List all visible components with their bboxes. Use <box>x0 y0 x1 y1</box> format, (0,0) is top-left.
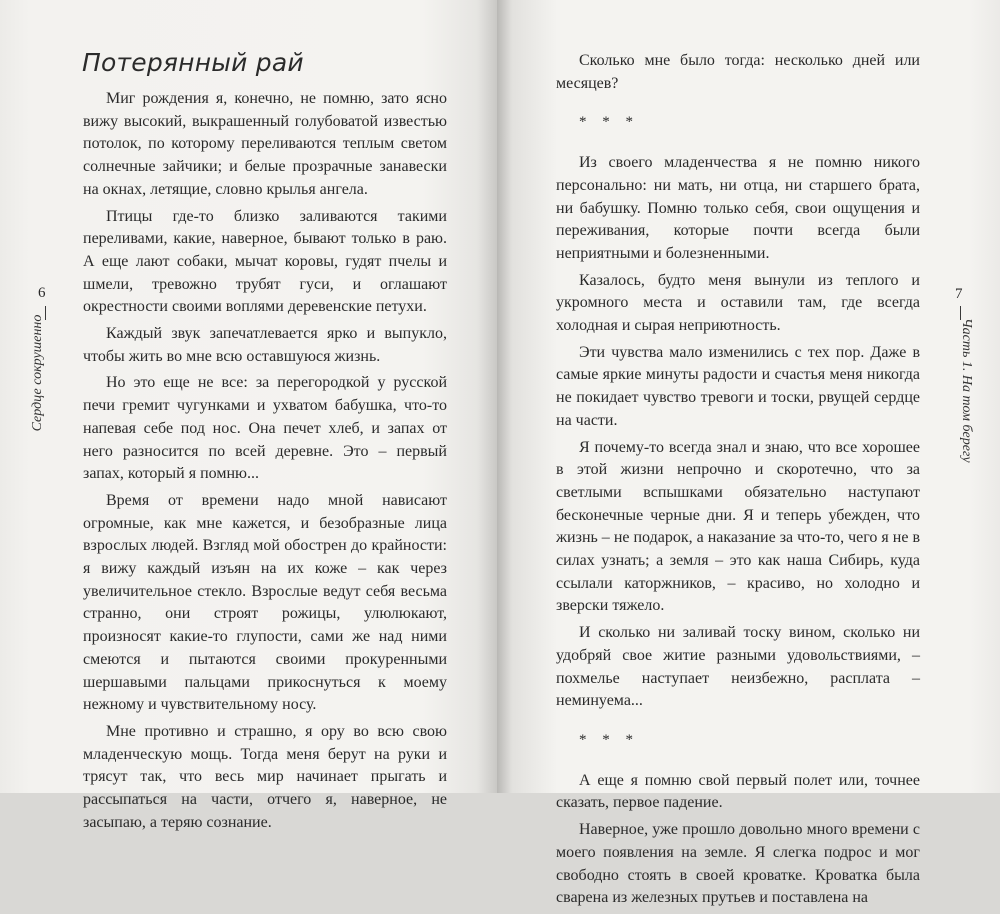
chapter-heading: Потерянный рай <box>82 48 304 77</box>
left-page-text <box>83 88 447 839</box>
running-head-left: Сердце сокрушенно <box>30 314 45 432</box>
paragraph: Миг рождения я, конечно, не помню, зато ясно вижу высокий, выкрашенный голубоватой известью потолок, по которому переливаются теплым светом солнечные зайчики; и белые прозрачные занавески на окнах, летящие, словно крылья ангела. <box>83 90 447 198</box>
paragraph: Птицы где-то близко заливаются такими переливами, какие, наверное, бывают только в раю. А еще лают собаки, мычат коровы, гудят пчелы и шмели, тревожно трубят гуси, и оглашают окрестности своими воплями деревенские петухи. <box>83 207 447 316</box>
paragraph: Мне противно и страшно, я ору во всю свою младенческую мощь. Тогда меня берут на руки и трясут так, что весь мир начинает прыгать и рассыпаться на части, отчего я, наверное, не засыпаю, а теряю сознание. <box>83 722 447 831</box>
section-separator: * * * <box>579 114 639 131</box>
left-page <box>0 0 497 831</box>
right-page-text <box>556 50 920 914</box>
paragraph: Каждый звук запечатлевается ярко и выпукло, чтобы жить во мне всю оставшуюся жизнь. <box>83 325 447 365</box>
page-number-left: 6 <box>38 285 46 301</box>
paragraph: Сколько мне было тогда: несколько дней или месяцев? <box>556 52 920 92</box>
paragraph: Время от времени надо мной нависают огромные, как мне кажется, и безобразные лица взрослых людей. Взгляд мой обострен до крайности: я вижу каждый изъян на их коже – как через увеличительное стекло. Взрослые ведут себя весьма странно, они строят рожицы, улюлюкают, произносят какие-то глупости, сами же над ними смеются и пытаются своими прокуренными шершавыми пальцами прикоснуться к моему нежному и чувствительному носу. <box>83 491 447 714</box>
paragraph: Наверное, уже прошло довольно много времени с моего появления на земле. Я слегка подрос и мог свободно стоять в своей кроватке. Кроватка была сварена из железных прутьев и поставлена на <box>556 821 920 907</box>
paragraph: А еще я помню свой первый полет или, точнее сказать, первое падение. <box>556 771 920 812</box>
running-head-right: Часть 1. На том берегу <box>959 318 974 463</box>
paragraph: Я почему-то всегда знал и знаю, что все хорошее в этой жизни непрочно и скоротечно, что за светлыми вспышками обязательно наступают бесконечные черные дни. Я и теперь убежден, что жизнь – не подарок, а наказание за что-то, чего я не в силах узнать; а земля – это как наша Сибирь, куда ссылали каторжников, – красиво, но холодно и зверски тяжело. <box>556 438 920 615</box>
right-page <box>497 0 1000 907</box>
paragraph: Из своего младенчества я не помню никого персонально: ни мать, ни отца, ни старшего брата, ни бабушку. Помню только себя, свои ощущения и переживания, которые почти всегда были неприятными и болезненными. <box>556 154 920 262</box>
section-separator: * * * <box>579 731 639 748</box>
paragraph: Казалось, будто меня вынули из теплого и укромного места и оставили там, где всегда холодная и сырая неприютность. <box>556 271 920 335</box>
page-number-right: 7 <box>955 286 963 302</box>
paragraph: И сколько ни заливай тоску вином, сколько ни удобряй свое житие разными удовольствиями, – похмелье наступает неизбежно, расплата – неминуема... <box>556 624 920 710</box>
paragraph: Эти чувства мало изменились с тех пор. Даже в самые яркие минуты радости и счастья меня никогда не покидает чувство тревоги и тоски, рвущей сердце на части. <box>556 343 920 429</box>
paragraph: Но это еще не все: за перегородкой у русской печи гремит чугунками и ухватом бабушка, что-то напевая себе под нос. Она печет хлеб, и запах от него разносится по всей деревне. Это – первый запах, который я помню... <box>83 374 447 483</box>
